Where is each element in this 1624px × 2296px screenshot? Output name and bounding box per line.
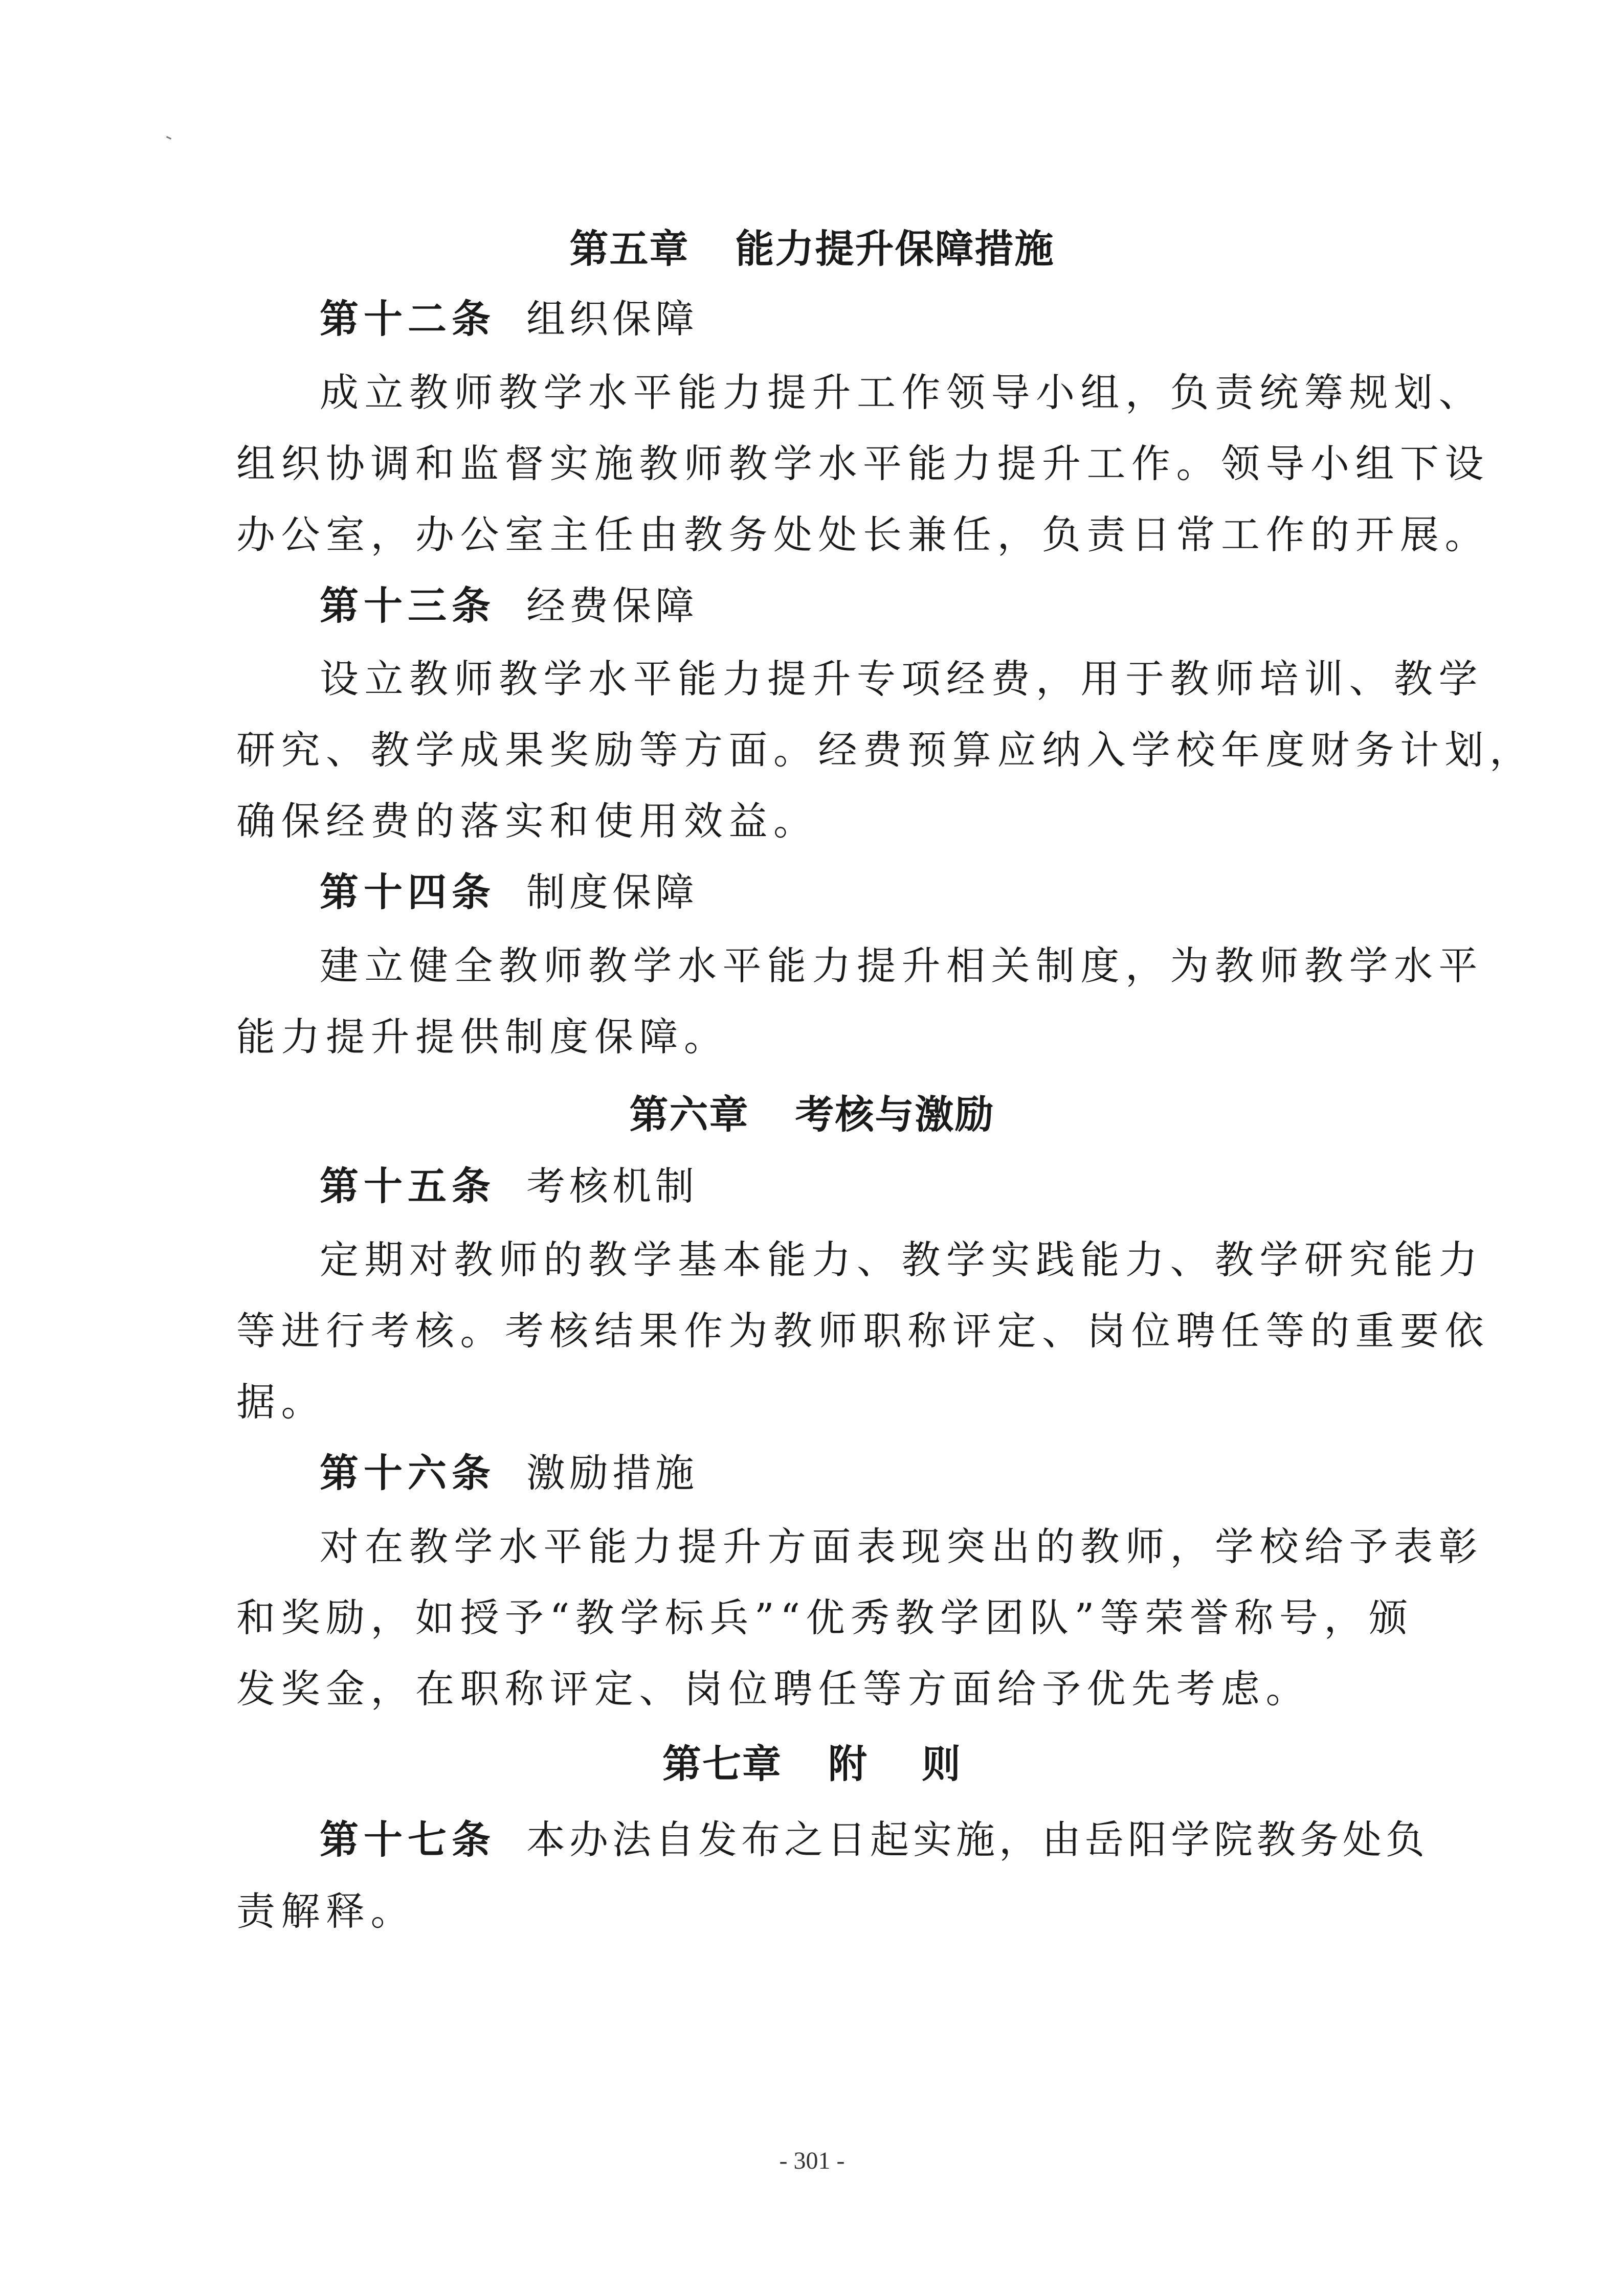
scan-mark	[166, 136, 171, 140]
article-heading-14	[0, 869, 1624, 915]
chapter-title: 考核与激励	[795, 1092, 995, 1137]
article-12-line-3: 办公室，办公室主任由教务处处长兼任，负责日常工作的开展。	[236, 512, 1489, 557]
article-17-text: 本办法自发布之日起实施，由岳阳学院教务处负	[526, 1817, 1429, 1862]
article-title: 考核机制	[526, 1163, 698, 1209]
article-15-line-1: 定期对教师的教学基本能力、教学实践能力、教学研究能力	[320, 1237, 1483, 1282]
article-14-line-1: 建立健全教师教学水平能力提升相关制度，为教师教学水平	[320, 943, 1483, 988]
chapter-heading-7	[0, 1741, 1624, 1787]
article-12-line-2: 组织协调和监督实施教师教学水平能力提升工作。领导小组下设	[236, 441, 1489, 486]
chapter-number: 第七章	[662, 1741, 782, 1787]
article-15-line-2: 等进行考核。考核结果作为教师职称评定、岗位聘任等的重要依	[236, 1308, 1489, 1354]
article-heading-15	[0, 1163, 1624, 1209]
article-13-line-1: 设立教师教学水平能力提升专项经费，用于教师培训、教学	[320, 656, 1483, 702]
article-17-line-2: 责解释。	[236, 1888, 415, 1934]
article-heading-12	[0, 296, 1624, 342]
article-heading-13	[0, 583, 1624, 628]
article-heading-16	[0, 1450, 1624, 1496]
article-number: 第十五条	[320, 1163, 496, 1209]
chapter-title-part-2: 则	[922, 1741, 962, 1787]
article-title: 组织保障	[526, 296, 698, 342]
chapter-number: 第五章	[569, 226, 689, 272]
page-number: - 301 -	[779, 2147, 845, 2174]
article-13-line-2: 研究、教学成果奖励等方面。经费预算应纳入学校年度财务计划，	[236, 727, 1534, 773]
chapter-number: 第六章	[629, 1092, 749, 1137]
article-15-line-3: 据。	[236, 1379, 326, 1425]
article-14-line-2: 能力提升提供制度保障。	[236, 1014, 729, 1060]
chapter-title-part-1: 附	[828, 1741, 868, 1787]
chapter-title: 能力提升保障措施	[735, 226, 1055, 272]
article-number: 第十二条	[320, 296, 496, 342]
article-title: 激励措施	[526, 1450, 698, 1496]
article-16-line-3: 发奖金，在职称评定、岗位聘任等方面给予优先考虑。	[236, 1666, 1310, 1712]
article-number: 第十七条	[320, 1817, 496, 1862]
article-heading-17	[0, 1817, 1624, 1862]
article-title: 经费保障	[526, 583, 698, 628]
article-number: 第十六条	[320, 1450, 496, 1496]
article-13-line-3: 确保经费的落实和使用效益。	[236, 798, 818, 844]
article-16-line-2: 和奖励，如授予“教学标兵”“优秀教学团队”等荣誉称号，颁	[236, 1595, 1414, 1640]
chapter-heading-5	[0, 226, 1624, 272]
article-16-line-1: 对在教学水平能力提升方面表现突出的教师，学校给予表彰	[320, 1524, 1483, 1569]
article-number: 第十三条	[320, 583, 496, 628]
article-title: 制度保障	[526, 869, 698, 915]
chapter-heading-6	[0, 1092, 1624, 1137]
article-12-line-1: 成立教师教学水平能力提升工作领导小组，负责统筹规划、	[320, 370, 1483, 415]
article-number: 第十四条	[320, 869, 496, 915]
